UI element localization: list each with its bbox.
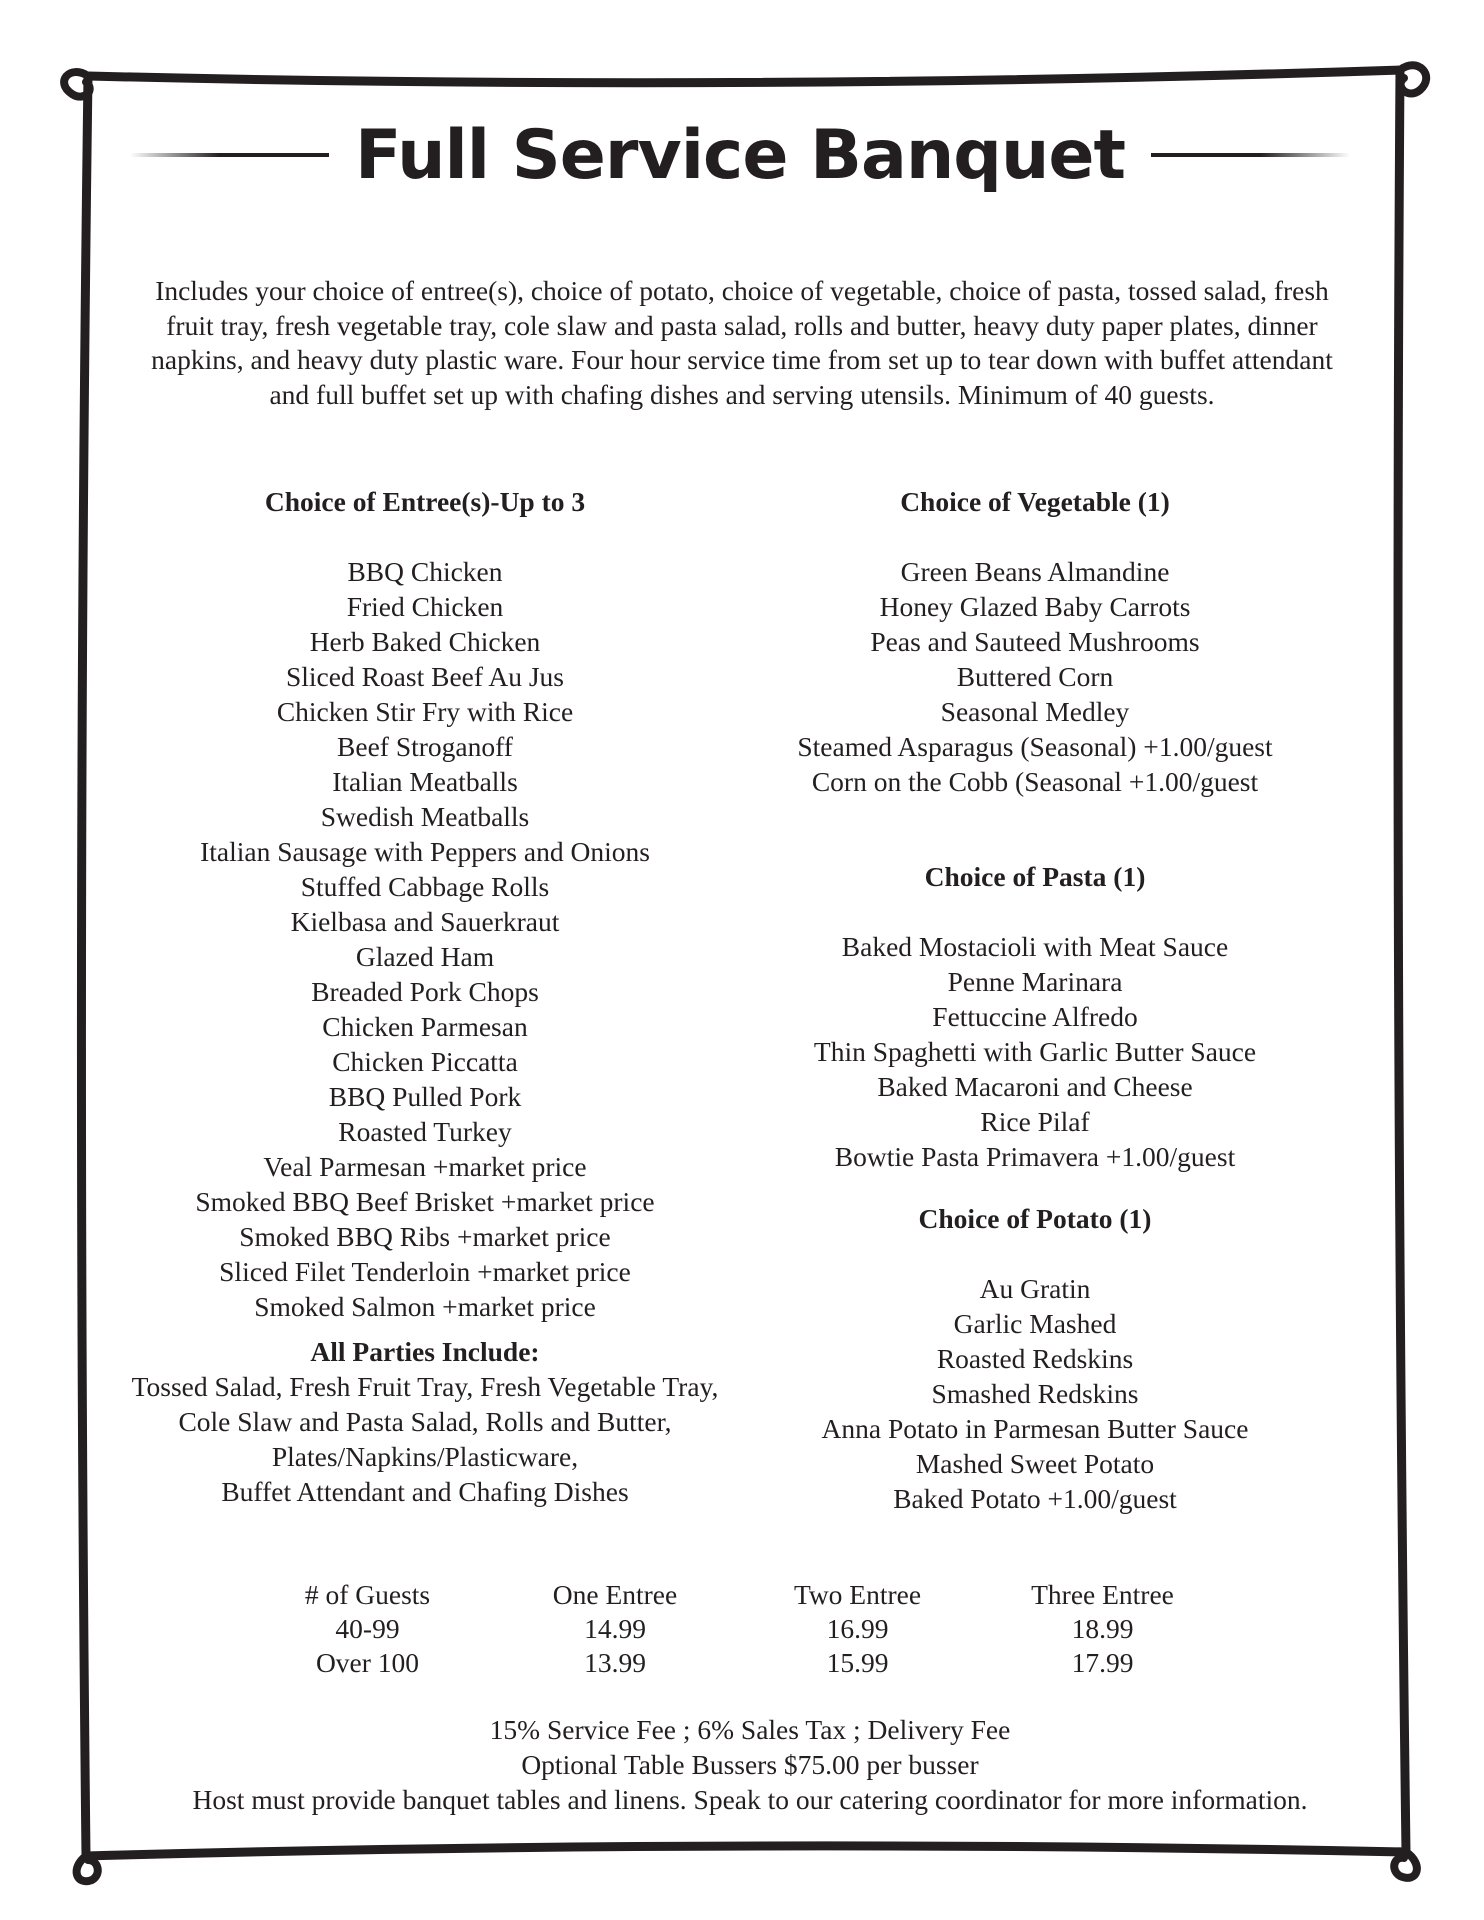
vegetable-heading: Choice of Vegetable (1) xyxy=(900,486,1170,517)
entree-item: Sliced Roast Beef Au Jus xyxy=(285,661,565,692)
host-note: Host must provide banquet tables and linens. Speak to our catering coordinator for more information. xyxy=(192,1784,1308,1815)
entree-item: Smoked BBQ Ribs +market price xyxy=(239,1221,611,1252)
entree-item: Fried Chicken xyxy=(346,591,504,622)
entree-column xyxy=(105,484,745,1509)
potato-item: Anna Potato in Parmesan Butter Sauce xyxy=(821,1413,1249,1444)
vegetable-item: Peas and Sauteed Mushrooms xyxy=(870,626,1200,657)
entree-list xyxy=(105,554,745,1324)
vegetable-item: Green Beans Almandine xyxy=(900,556,1170,587)
table-row xyxy=(240,1646,1225,1680)
vegetable-item: Seasonal Medley xyxy=(940,696,1130,727)
pricing-header-one-entree: One Entree xyxy=(552,1579,678,1610)
title-rule-right xyxy=(1151,153,1350,157)
parties-line: Tossed Salad, Fresh Fruit Tray, Fresh Vegetable Tray, xyxy=(131,1371,719,1402)
bussers-note: Optional Table Bussers $75.00 per busser xyxy=(521,1749,979,1780)
pricing-cell: 40-99 xyxy=(335,1613,400,1644)
potato-item: Mashed Sweet Potato xyxy=(915,1448,1155,1479)
potato-item: Roasted Redskins xyxy=(936,1343,1134,1374)
entree-item: Swedish Meatballs xyxy=(320,801,530,832)
parties-line: Buffet Attendant and Chafing Dishes xyxy=(221,1476,629,1507)
footer-notes xyxy=(130,1712,1370,1817)
entree-item: Beef Stroganoff xyxy=(337,731,513,762)
vegetable-item: Honey Glazed Baby Carrots xyxy=(879,591,1191,622)
pasta-item: Bowtie Pasta Primavera +1.00/guest xyxy=(834,1141,1236,1172)
sides-column xyxy=(745,484,1325,1516)
title-rule-left xyxy=(130,153,329,157)
pricing-cell: 18.99 xyxy=(1071,1613,1134,1644)
pasta-item: Baked Mostacioli with Meat Sauce xyxy=(841,931,1229,962)
pricing-cell: 13.99 xyxy=(584,1647,646,1678)
pricing-header-two-entree: Two Entree xyxy=(793,1579,922,1610)
entree-item: Stuffed Cabbage Rolls xyxy=(300,871,550,902)
pasta-item: Baked Macaroni and Cheese xyxy=(877,1071,1193,1102)
entree-item: Italian Meatballs xyxy=(332,766,518,797)
entree-item: Chicken Piccatta xyxy=(332,1046,518,1077)
pricing-table xyxy=(240,1578,1225,1680)
entree-item: Sliced Filet Tenderloin +market price xyxy=(219,1256,631,1287)
intro-paragraph: Includes your choice of entree(s), choice of potato, choice of vegetable, choice of pasta, tossed salad, fresh fruit tray, fresh vegetable tray, cole slaw and pasta salad, rolls and butter, heavy duty paper plates, dinner napkins, and heavy duty plastic ware. Four hour service time from set up to tear down with buffet attendant and full buffet set up with chafing dishes and serving utensils. Minimum of 40 guests. xyxy=(151,275,1333,410)
potato-item: Smashed Redskins xyxy=(931,1378,1139,1409)
potato-item: Au Gratin xyxy=(979,1273,1091,1304)
vegetable-list xyxy=(745,554,1325,799)
entree-item: Smoked Salmon +market price xyxy=(254,1291,596,1322)
parties-heading: All Parties Include: xyxy=(310,1336,540,1367)
pricing-header-three-entree: Three Entree xyxy=(1031,1579,1174,1610)
pasta-item: Rice Pilaf xyxy=(980,1106,1090,1137)
vegetable-item: Corn on the Cobb (Seasonal +1.00/guest xyxy=(811,766,1259,797)
pricing-cell: 17.99 xyxy=(1071,1647,1134,1678)
entree-item: Veal Parmesan +market price xyxy=(263,1151,587,1182)
pricing-cell: 16.99 xyxy=(826,1613,889,1644)
potato-list xyxy=(745,1271,1325,1516)
pasta-list xyxy=(745,929,1325,1174)
pasta-heading: Choice of Pasta (1) xyxy=(924,861,1146,892)
potato-item: Baked Potato +1.00/guest xyxy=(893,1483,1177,1514)
pricing-cell: 14.99 xyxy=(584,1613,646,1644)
entree-item: Kielbasa and Sauerkraut xyxy=(290,906,560,937)
entree-item: BBQ Pulled Pork xyxy=(328,1081,522,1112)
entree-item: Chicken Stir Fry with Rice xyxy=(276,696,574,727)
entree-item: Glazed Ham xyxy=(355,941,495,972)
entree-item: Italian Sausage with Peppers and Onions xyxy=(200,836,650,867)
pricing-header-guests: # of Guests xyxy=(304,1579,431,1610)
page-title: Full Service Banquet xyxy=(355,115,1125,195)
pricing-cell: Over 100 xyxy=(315,1647,420,1678)
table-row xyxy=(240,1612,1225,1646)
entree-item: Herb Baked Chicken xyxy=(309,626,541,657)
entree-item: BBQ Chicken xyxy=(347,556,503,587)
vegetable-item: Buttered Corn xyxy=(956,661,1114,692)
vegetable-item: Steamed Asparagus (Seasonal) +1.00/guest xyxy=(797,731,1273,762)
parties-line: Plates/Napkins/Plasticware, xyxy=(271,1441,579,1472)
potato-heading: Choice of Potato (1) xyxy=(918,1203,1152,1234)
title-row xyxy=(130,110,1350,200)
parties-list xyxy=(105,1369,745,1509)
pasta-item: Penne Marinara xyxy=(947,966,1123,997)
entree-item: Smoked BBQ Beef Brisket +market price xyxy=(195,1186,655,1217)
fees-note: 15% Service Fee ; 6% Sales Tax ; Delivery Fee xyxy=(489,1714,1011,1745)
entree-item: Roasted Turkey xyxy=(338,1116,512,1147)
entree-item: Chicken Parmesan xyxy=(322,1011,528,1042)
pasta-item: Thin Spaghetti with Garlic Butter Sauce xyxy=(813,1036,1257,1067)
parties-line: Cole Slaw and Pasta Salad, Rolls and Butter, xyxy=(178,1406,672,1437)
potato-item: Garlic Mashed xyxy=(953,1308,1117,1339)
entree-item: Breaded Pork Chops xyxy=(311,976,539,1007)
pricing-header-row xyxy=(240,1578,1225,1612)
pricing-cell: 15.99 xyxy=(826,1647,889,1678)
entree-heading: Choice of Entree(s)-Up to 3 xyxy=(264,486,586,517)
pasta-item: Fettuccine Alfredo xyxy=(932,1001,1138,1032)
